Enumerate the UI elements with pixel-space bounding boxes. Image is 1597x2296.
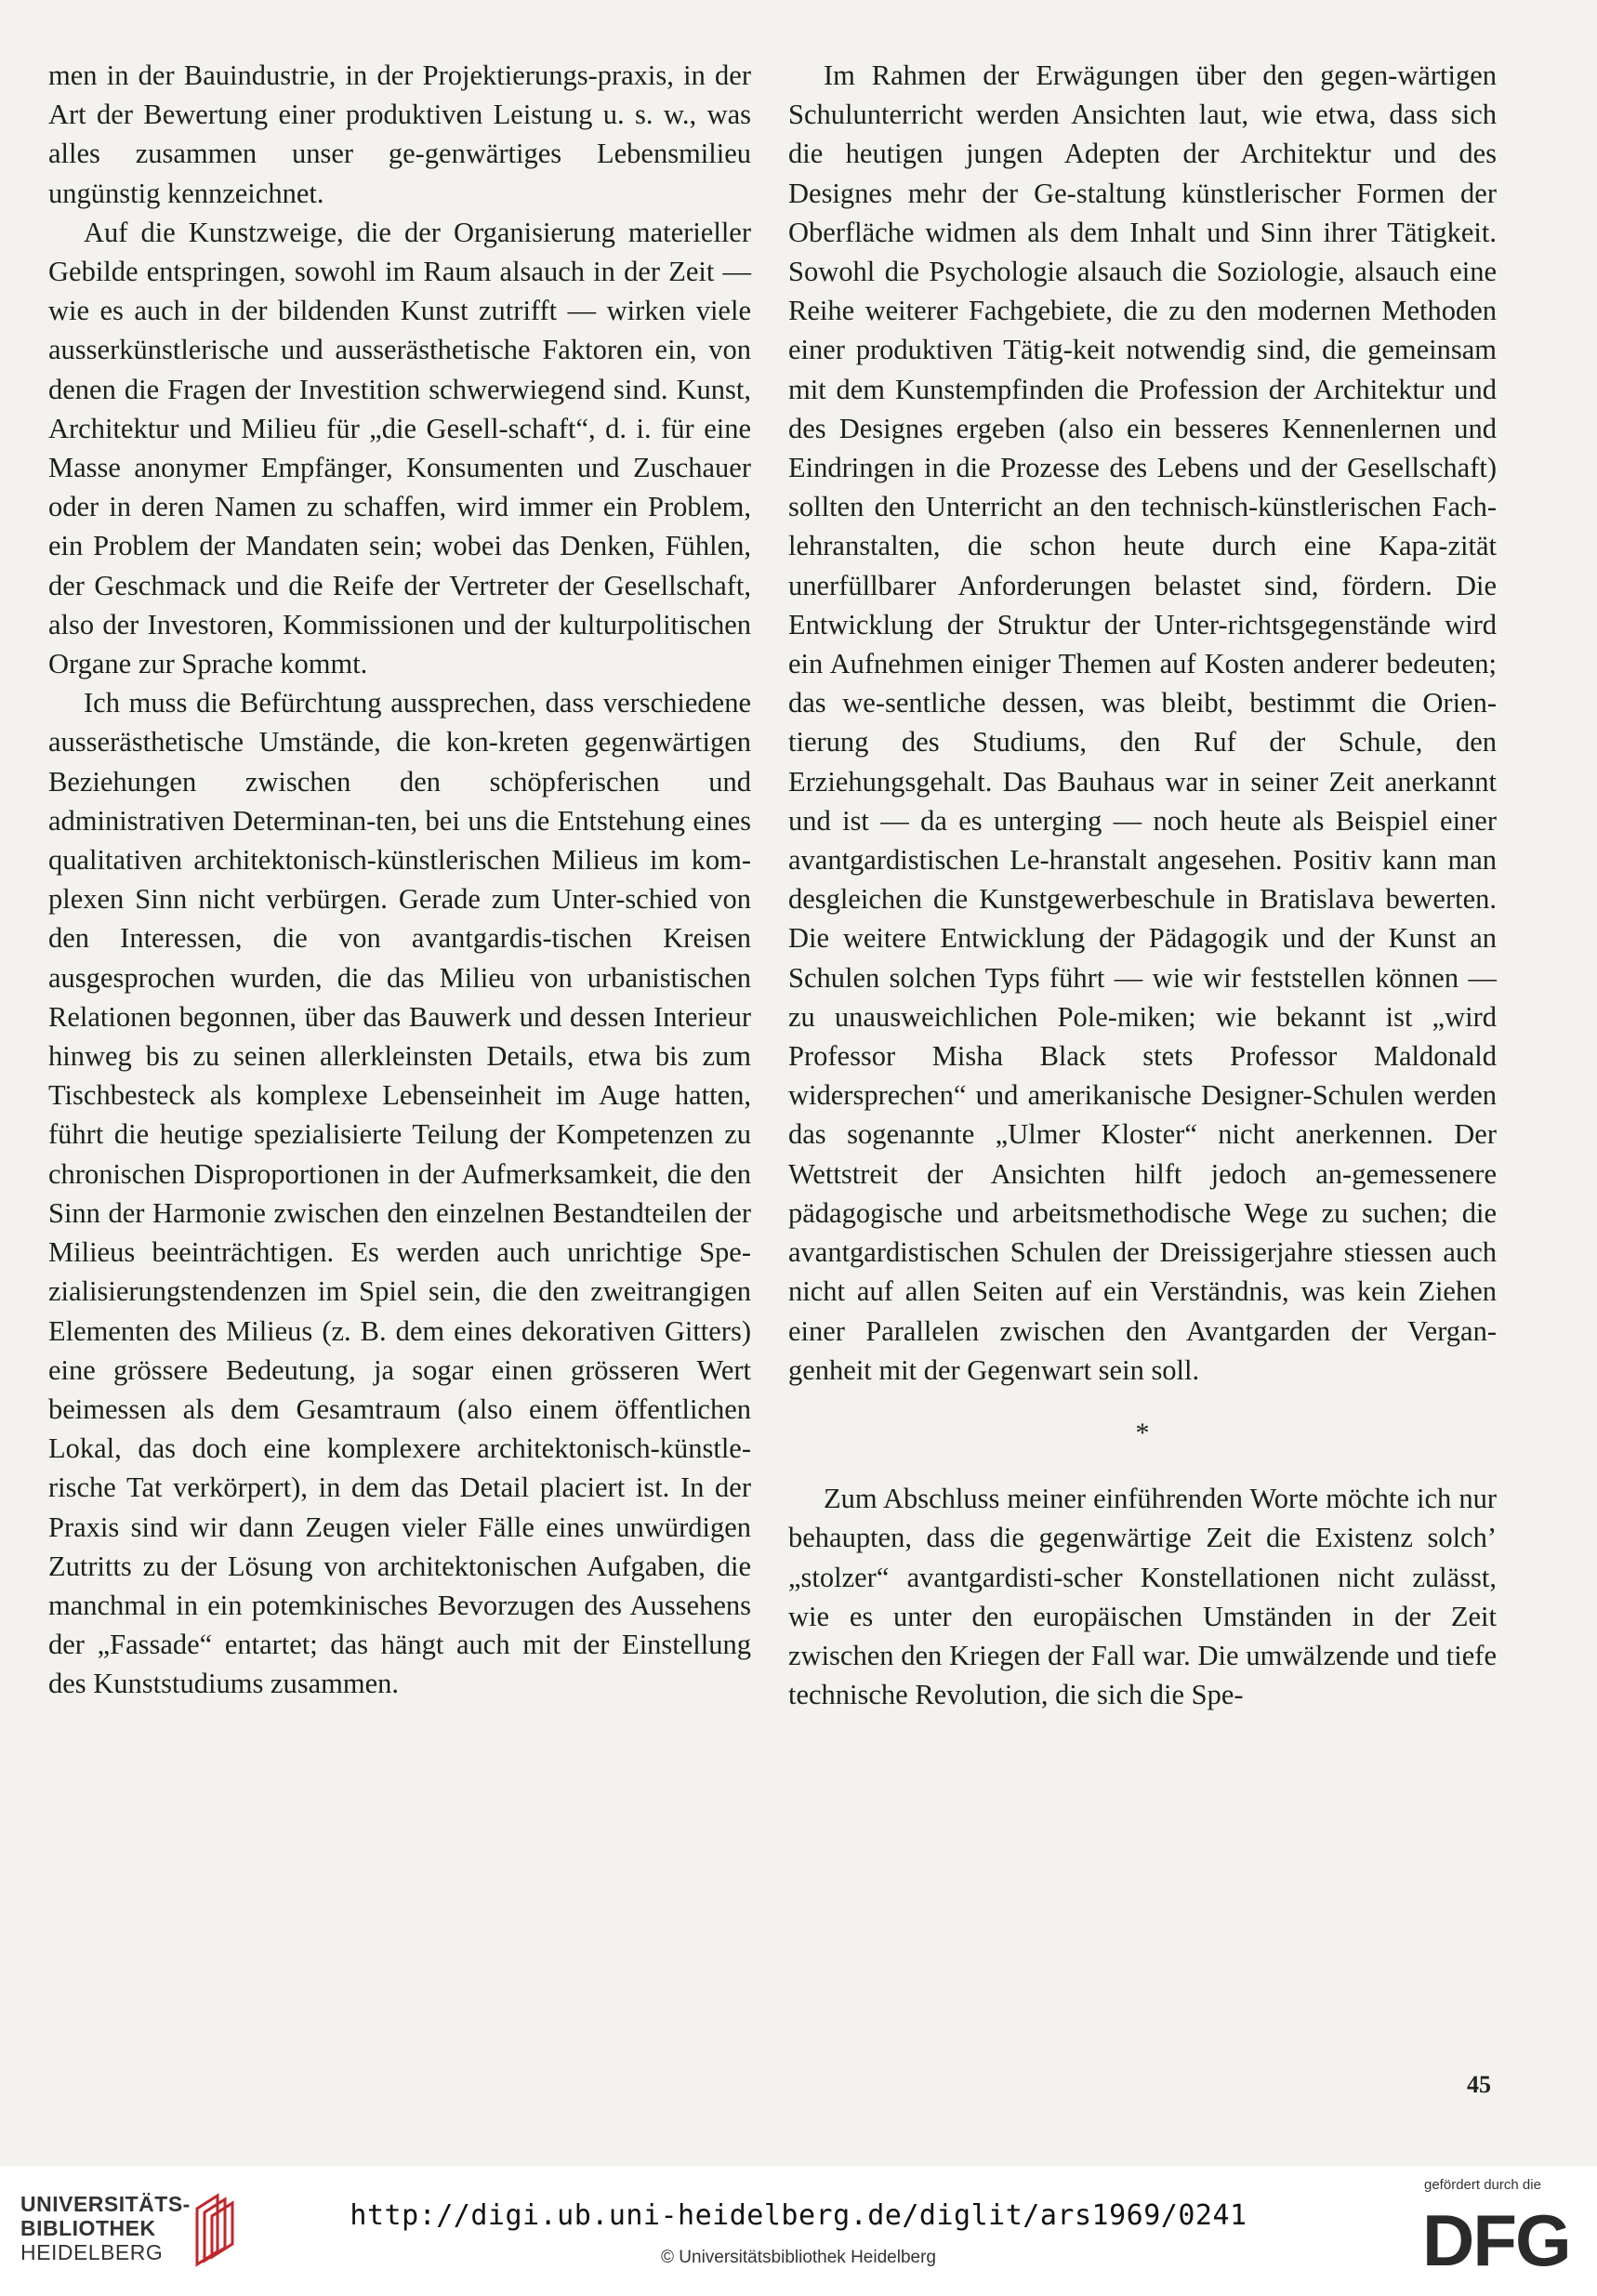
- paragraph: men in der Bauindustrie, in der Projektierungs-praxis, in der Art der Bewertung einer produktiven Leistung u. s. w., was alles zusammen unser ge-genwärtiges Lebensmilieu ungünstig kennzeichnet.: [48, 59, 751, 209]
- funder-label: gefördert durch die: [1424, 2177, 1541, 2193]
- page-number: 45: [1467, 2071, 1491, 2098]
- library-name-line: HEIDELBERG: [20, 2240, 164, 2264]
- paragraph: Ich muss die Befürchtung aussprechen, dass verschiedene ausserästhetische Umstände, die kon-kreten gegenwärtigen Beziehungen zwischen den schöpferischen und administrativen Determinan-ten, bei uns die Entstehung eines qualitativen architektonisch-künstlerischen Milieus im kom-plexen Sinn nicht verbürgen. Gerade zum Unter-schied von den Interessen, die von avantgardis-tischen Kreisen ausgesprochen wurden, die das Milieu von urbanistischen Relationen begonnen, über das Bauwerk und dessen Interieur hinweg bis zu seinen allerkleinsten Details, etwa bis zum Tischbesteck als komplexe Lebenseinheit im Auge hatten, führt die heutige spezialisierte Teilung der Kompetenzen zu chronischen Disproportionen in der Aufmerksamkeit, die den Sinn der Harmonie zwischen den einzelnen Bestandteilen der Milieus beeinträchtigen. Es werden auch unrichtige Spe-zialisierungstendenzen im Spiel sein, die den zweitrangigen Elementen des Milieus (z. B. dem eines dekorativen Gitters) eine grössere Bedeutung, ja sogar einen grösseren Wert beimessen als dem Gesamtraum (also einem öffentlichen Lokal, das doch eine komplexere architektonisch-künstle-rische Tat verkörpert), in dem das Detail placiert ist. In der Praxis sind wir dann Zeugen vieler Fälle eines unwürdigen Zutritts zu der Lösung von architektonischen Aufgaben, die manchmal in ein potemkinisches Bevorzugen des Aussehens der „Fassade“ entartet; das hängt auch mit der Einstellung des Kunststudiums zusammen.: [48, 687, 751, 1700]
- right-text-column: [788, 56, 1497, 1714]
- section-separator: *: [1135, 1417, 1150, 1448]
- dfg-logo-icon: DFG: [1422, 2199, 1570, 2281]
- library-name-line: UNIVERSITÄTS-: [20, 2192, 191, 2216]
- footer-bar: [0, 2166, 1597, 2296]
- funder-logo[interactable]: [1422, 2177, 1578, 2289]
- paragraph: Zum Abschluss meiner einführenden Worte möchte ich nur behaupten, dass die gegenwärtige Zeit die Existenz solch’ „stolzer“ avantgardisti-scher Konstellationen nicht zulässt, wie es unter den europäischen Umständen in der Zeit zwischen den Kriegen der Fall war. Die umwälzende und tiefe technische Revolution, die sich die Spe-: [788, 1483, 1497, 1711]
- paragraph: Im Rahmen der Erwägungen über den gegen-wärtigen Schulunterricht werden Ansichten laut, wie etwa, dass sich die heutigen jungen Adepten der Architektur und des Designes mehr der Ge-staltung künstlerischer Formen der Oberfläche widmen als dem Inhalt und Sinn ihrer Tätigkeit. Sowohl die Psychologie alsauch die Soziologie, alsauch eine Reihe weiterer Fachgebiete, die zu den modernen Methoden einer produktiven Tätig-keit notwendig sind, die gemeinsam mit dem Kunstempfinden die Profession der Architektur und des Designes ergeben (also ein besseres Kennenlernen und Eindringen in die Prozesse des Lebens und der Gesellschaft) sollten den Unterricht an den technisch-künstlerischen Fach-lehranstalten, die schon heute durch eine Kapa-zität unerfüllbarer Anforderungen belastet sind, fördern. Die Entwicklung der Struktur der Unter-richtsgegenstände wird ein Aufnehmen einiger Themen auf Kosten anderer bedeuten; das we-sentliche dessen, was bleibt, bestimmt die Orien-tierung des Studiums, den Ruf der Schule, den Erziehungsgehalt. Das Bauhaus war in seiner Zeit anerkannt und ist — da es unterging — noch heute als Beispiel einer avantgardistischen Le-hranstalt angesehen. Positiv kann man desgleichen die Kunstgewerbeschule in Bratislava bewerten. Die weitere Entwicklung der Pädagogik und der Kunst an Schulen solchen Typs führt — wie wir feststellen können — zu unausweichlichen Pole-miken; wie bekannt ist „wird Professor Misha Black stets Professor Maldonald widersprechen“ und amerikanische Designer-Schulen werden das sogenannte „Ulmer Kloster“ nicht anerkennen. Der Wettstreit der Ansichten hilft jedoch an-gemessenere pädagogische und arbeitsmethodische Wege zu suchen; die avantgardistischen Schulen der Dreissigerjahre stiessen auch nicht auf allen Seiten auf ein Verständnis, was kein Ziehen einer Parallelen zwischen den Avantgarden der Vergan-genheit mit der Gegenwart sein soll.: [788, 59, 1497, 1386]
- permalink-url[interactable]: http://digi.ub.uni-heidelberg.de/diglit/ars1969/0241: [350, 2199, 1247, 2232]
- library-name-line: BIBLIOTHEK: [20, 2216, 156, 2240]
- left-text-column: [48, 56, 751, 1704]
- copyright-notice: © Universitätsbibliothek Heidelberg: [661, 2248, 936, 2267]
- paragraph: Auf die Kunstzweige, die der Organisierung materieller Gebilde entspringen, sowohl im Raum alsauch in der Zeit — wie es auch in der bildenden Kunst zutrifft — wirken viele ausserkünstlerische und ausserästhetische Faktoren ein, von denen die Fragen der Investition schwerwiegend sind. Kunst, Architektur und Milieu für „die Gesell-schaft“, d. i. für eine Masse anonymer Empfänger, Konsumenten und Zuschauer oder in deren Namen zu schaffen, wird immer ein Problem, ein Problem der Mandaten sein; wobei das Denken, Fühlen, der Geschmack und die Reife der Vertreter der Gesellschaft, also der Investoren, Kommissionen und der kulturpolitischen Organe zur Sprache kommt.: [48, 216, 751, 680]
